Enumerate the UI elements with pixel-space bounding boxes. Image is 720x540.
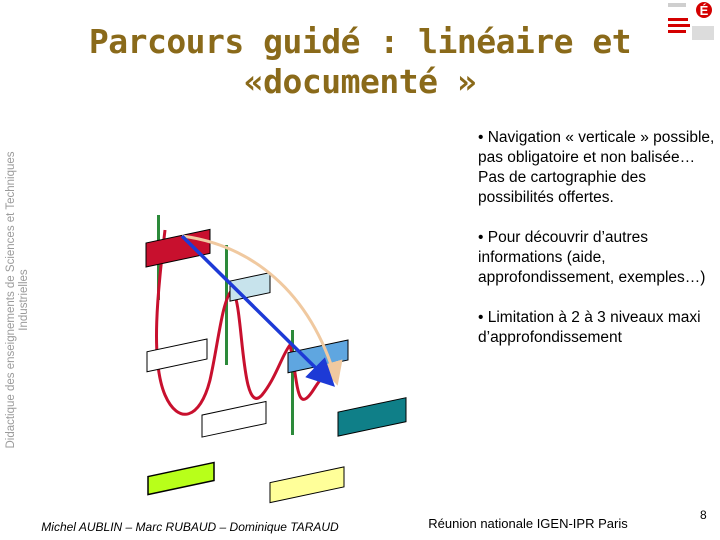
slide-title-line1: Parcours guidé : linéaire et — [88, 22, 632, 61]
page-box-teal — [338, 398, 406, 436]
slide-title-line2: «documenté » — [243, 62, 477, 101]
sidebar-caption-line1: Didactique des enseignements de Sciences et Techniques — [5, 151, 17, 449]
footer-event: Réunion nationale IGEN-IPR Paris — [428, 516, 628, 531]
bullet-list — [478, 128, 718, 368]
page-number: 8 — [700, 508, 707, 522]
footer-authors: Michel AUBLIN – Marc RUBAUD – Dominique TARAUD — [41, 520, 339, 534]
bullet-item: • Navigation « verticale » possible, pas obligatoire et non balisée… Pas de cartographie des possibilités offertes. — [478, 129, 715, 206]
page-box-yellow — [270, 467, 344, 503]
page-box-red — [146, 229, 210, 267]
sidebar-caption-line2: Industrielles — [18, 269, 30, 331]
page-box-white-2 — [202, 401, 266, 437]
linear-navigation-arrow — [182, 236, 330, 382]
bullet-item: • Limitation à 2 à 3 niveaux maxi d’approfondissement — [478, 309, 701, 346]
page-box-green — [148, 463, 214, 495]
svg-text:É: É — [699, 3, 709, 18]
bullet-item: • Pour découvrir d’autres informations (aide, approfondissement, exemples…) — [478, 229, 706, 286]
